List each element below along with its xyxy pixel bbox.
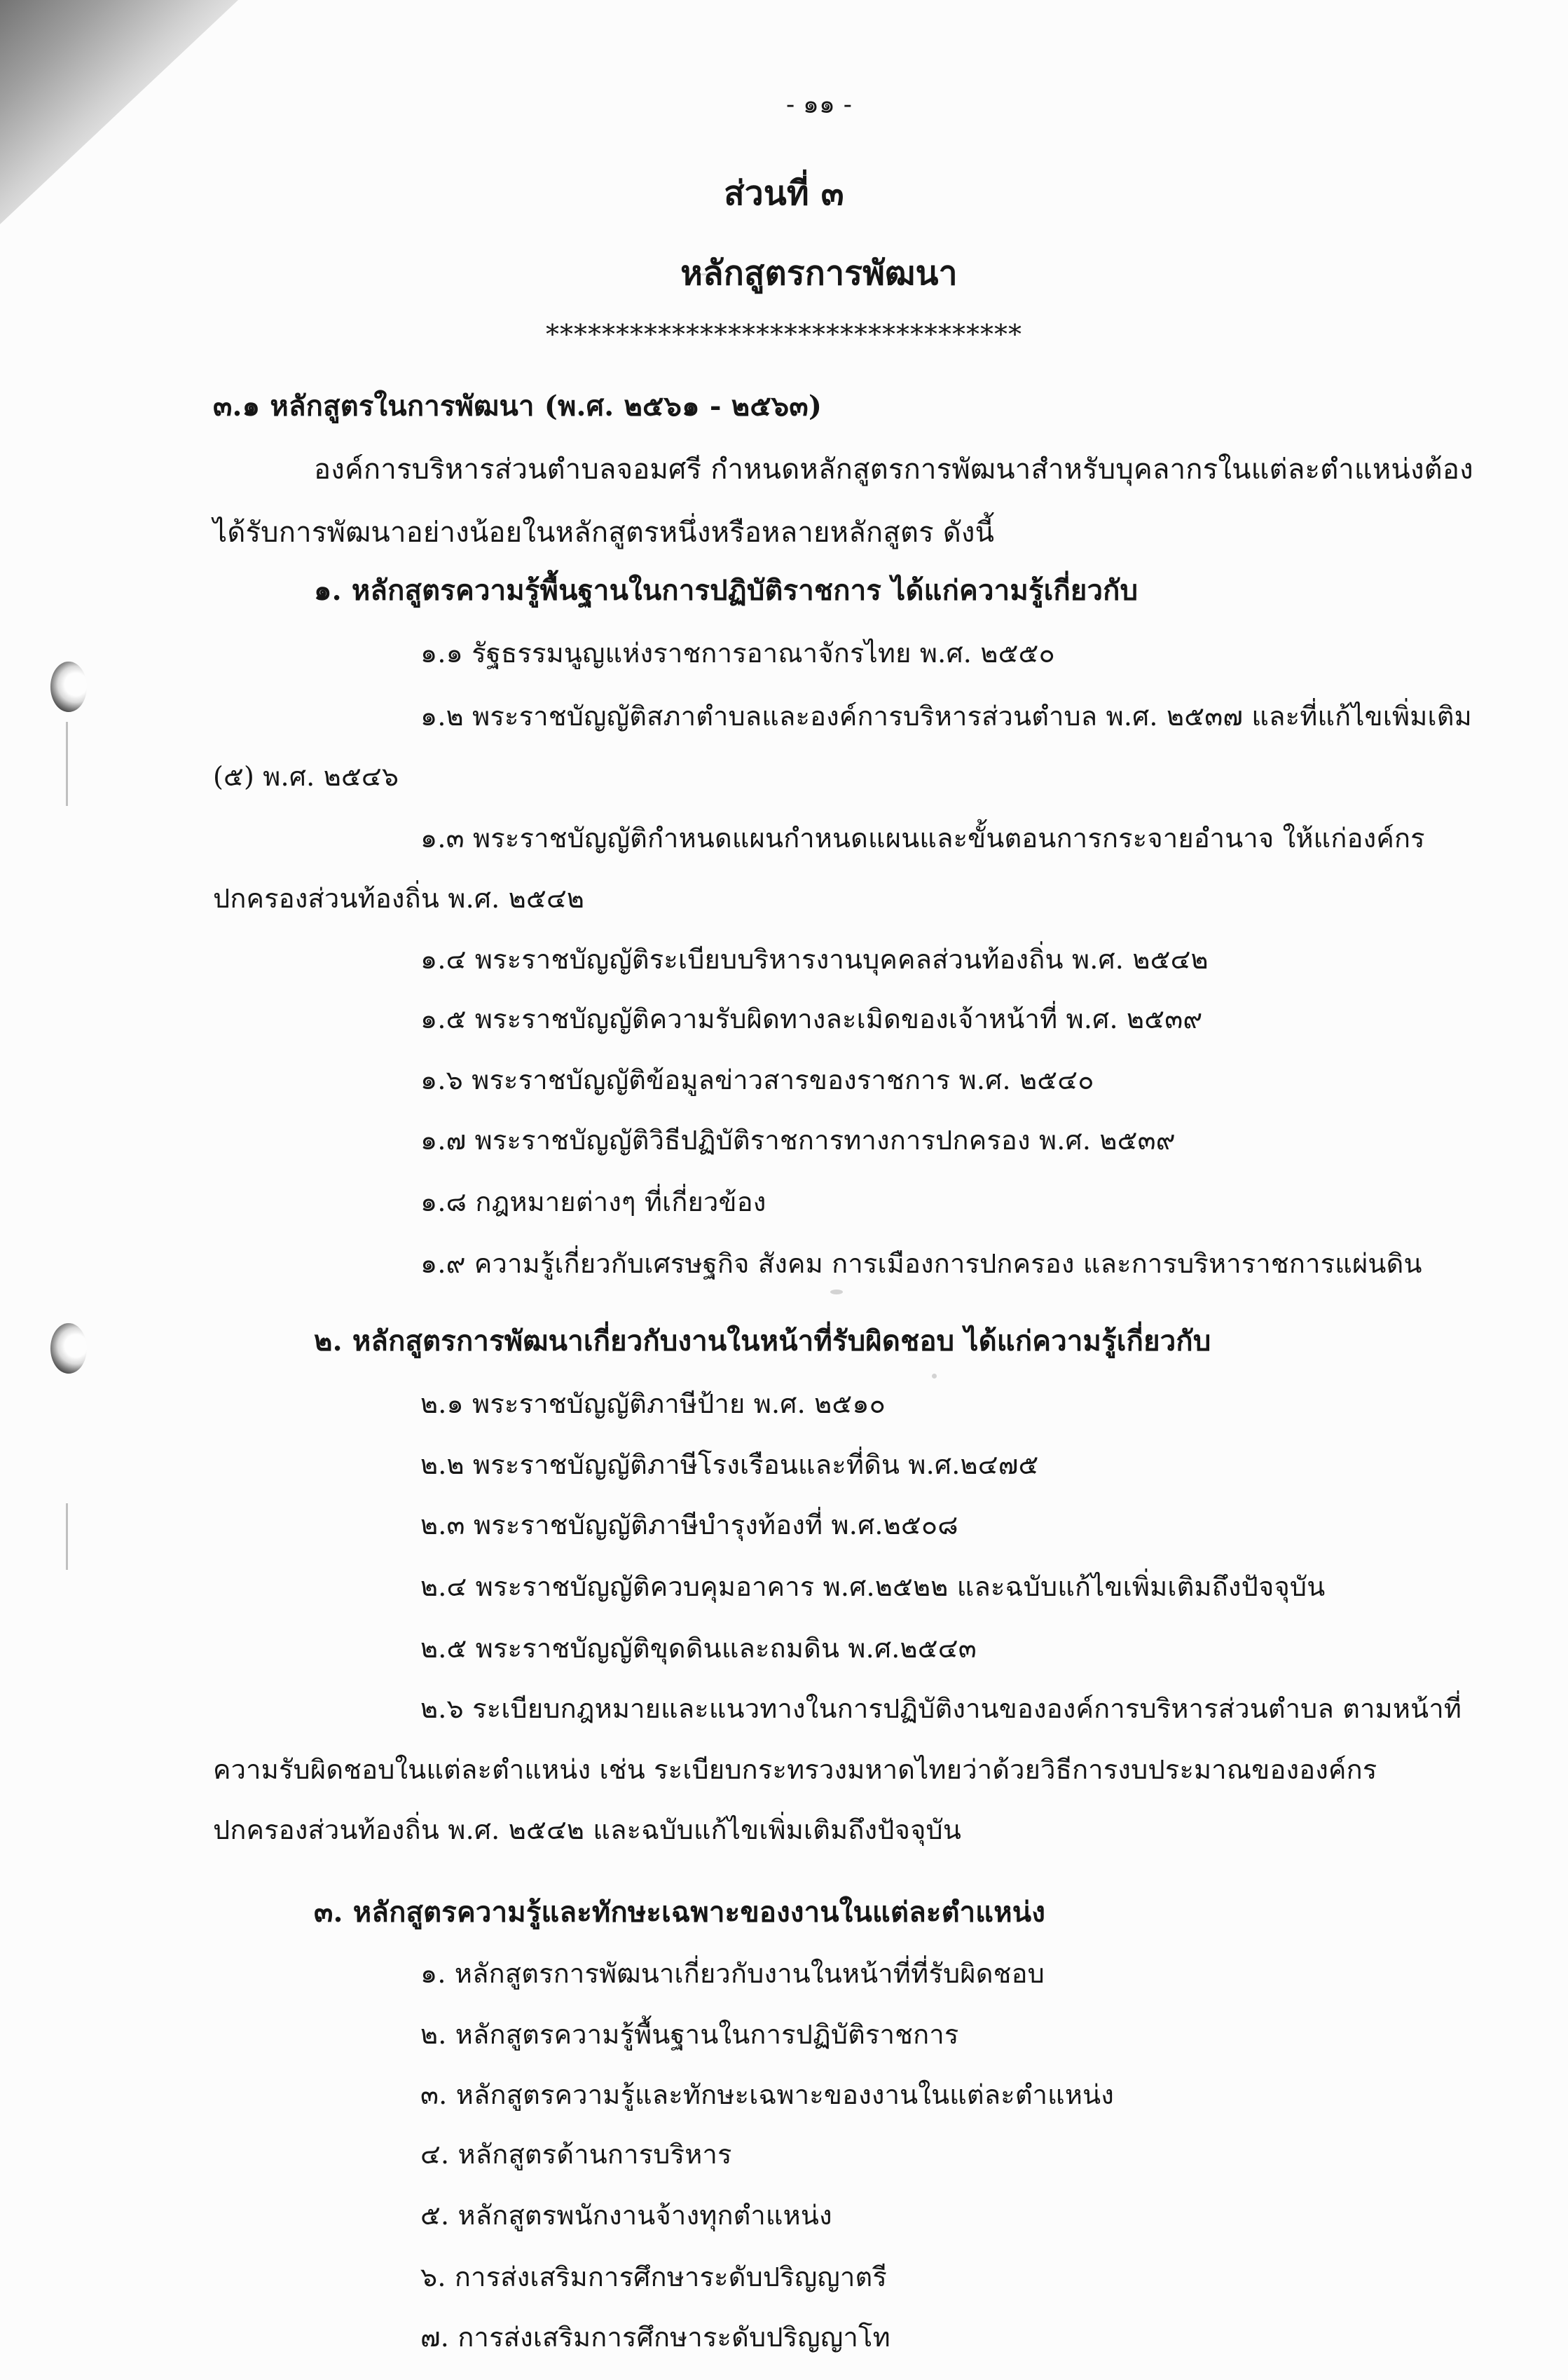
list-item: ๑.๙ ความรู้เกี่ยวกับเศรษฐกิจ สังคม การเมืองการปกครอง และการบริหาราชการแผ่นดิน (420, 1248, 1422, 1279)
list-item: ๒. หลักสูตรความรู้พื้นฐานในการปฏิบัติราชการ (420, 2019, 959, 2050)
list-item: ๗. การส่งเสริมการศึกษาระดับปริญญาโท (420, 2322, 890, 2353)
list-item: ๑.๓ พระราชบัญญัติกำหนดแผนกำหนดแผนและขั้นตอนการกระจายอำนาจ ให้แก่องค์กร (420, 823, 1425, 854)
list-item: ๑.๔ พระราชบัญญัติระเบียบบริหารงานบุคคลส่วนท้องถิ่น พ.ศ. ๒๕๔๒ (420, 944, 1209, 975)
list-item: ๒.๔ พระราชบัญญัติควบคุมอาคาร พ.ศ.๒๕๒๒ และฉบับแก้ไขเพิ่มเติมถึงปัจจุบัน (420, 1571, 1326, 1602)
list-item: ๑.๗ พระราชบัญญัติวิธีปฏิบัติราชการทางการปกครอง พ.ศ. ๒๕๓๙ (420, 1125, 1176, 1156)
intro-line-1: องค์การบริหารส่วนตำบลจอมศรี กำหนดหลักสูตรการพัฒนาสำหรับบุคลากรในแต่ละตำแหน่งต้อง (314, 453, 1473, 486)
list-item: ๑.๘ กฎหมายต่างๆ ที่เกี่ยวข้อง (420, 1186, 766, 1217)
list-item: ๕. หลักสูตรพนักงานจ้างทุกตำแหน่ง (420, 2200, 832, 2231)
list-item: ๖. การส่งเสริมการศึกษาระดับปริญญาตรี (420, 2262, 888, 2292)
group-heading-3: ๓. หลักสูตรความรู้และทักษะเฉพาะของงานในแต่ละตำแหน่ง (314, 1896, 1046, 1929)
separator-stars: ********************************** (546, 319, 1022, 350)
list-item: ๒.๑ พระราชบัญญัติภาษีป้าย พ.ศ. ๒๕๑๐ (420, 1388, 886, 1419)
section-heading: ๓.๑ หลักสูตรในการพัฒนา (พ.ศ. ๒๕๖๑ - ๒๕๖๓) (213, 390, 823, 423)
group-heading-2: ๒. หลักสูตรการพัฒนาเกี่ยวกับงานในหน้าที่รับผิดชอบ ได้แก่ความรู้เกี่ยวกับ (314, 1325, 1211, 1357)
list-item: ๑.๒ พระราชบัญญัติสภาตำบลและองค์การบริหารส่วนตำบล พ.ศ. ๒๕๓๗ และที่แก้ไขเพิ่มเติม (420, 701, 1472, 732)
group-heading-1: ๑. หลักสูตรความรู้พื้นฐานในการปฏิบัติราชการ ได้แก่ความรู้เกี่ยวกับ (314, 574, 1139, 607)
list-item-continuation: ปกครองส่วนท้องถิ่น พ.ศ. ๒๕๔๒ และฉบับแก้ไขเพิ่มเติมถึงปัจจุบัน (213, 1814, 962, 1845)
page-number: - ๑๑ - (785, 90, 853, 119)
list-item: ๒.๕ พระราชบัญญัติขุดดินและถมดิน พ.ศ.๒๕๔๓ (420, 1633, 977, 1664)
list-item: ๑.๑ รัฐธรรมนูญแห่งราชการอาณาจักรไทย พ.ศ. ๒๕๕๐ (420, 638, 1055, 669)
list-item: ๓. หลักสูตรความรู้และทักษะเฉพาะของงานในแต่ละตำแหน่ง (420, 2079, 1114, 2110)
list-item-continuation: ปกครองส่วนท้องถิ่น พ.ศ. ๒๕๔๒ (213, 883, 585, 914)
section-title: ส่วนที่ ๓ (724, 174, 844, 213)
document-title: หลักสูตรการพัฒนา (680, 254, 958, 293)
list-item: ๑. หลักสูตรการพัฒนาเกี่ยวกับงานในหน้าที่ที่รับผิดชอบ (420, 1958, 1045, 1989)
intro-line-2: ได้รับการพัฒนาอย่างน้อยในหลักสูตรหนึ่งหรือหลายหลักสูตร ดังนี้ (213, 517, 995, 549)
list-item-continuation: ความรับผิดชอบในแต่ละตำแหน่ง เช่น ระเบียบกระทรวงมหาดไทยว่าด้วยวิธีการงบประมาณขององค์กร (213, 1754, 1377, 1785)
list-item: ๑.๕ พระราชบัญญัติความรับผิดทางละเมิดของเจ้าหน้าที่ พ.ศ. ๒๕๓๙ (420, 1004, 1203, 1034)
list-item: ๒.๓ พระราชบัญญัติภาษีบำรุงท้องที่ พ.ศ.๒๕๐๘ (420, 1510, 958, 1540)
list-item: ๑.๖ พระราชบัญญัติข้อมูลข่าวสารของราชการ พ.ศ. ๒๕๔๐ (420, 1065, 1094, 1095)
list-item: ๔. หลักสูตรด้านการบริหาร (420, 2139, 732, 2170)
list-item: ๒.๒ พระราชบัญญัติภาษีโรงเรือนและที่ดิน พ.ศ.๒๔๗๕ (420, 1449, 1039, 1480)
list-item-continuation: (๕) พ.ศ. ๒๕๔๖ (213, 761, 399, 792)
list-item: ๒.๖ ระเบียบกฎหมายและแนวทางในการปฏิบัติงานขององค์การบริหารส่วนตำบล ตามหน้าที่ (420, 1693, 1462, 1724)
